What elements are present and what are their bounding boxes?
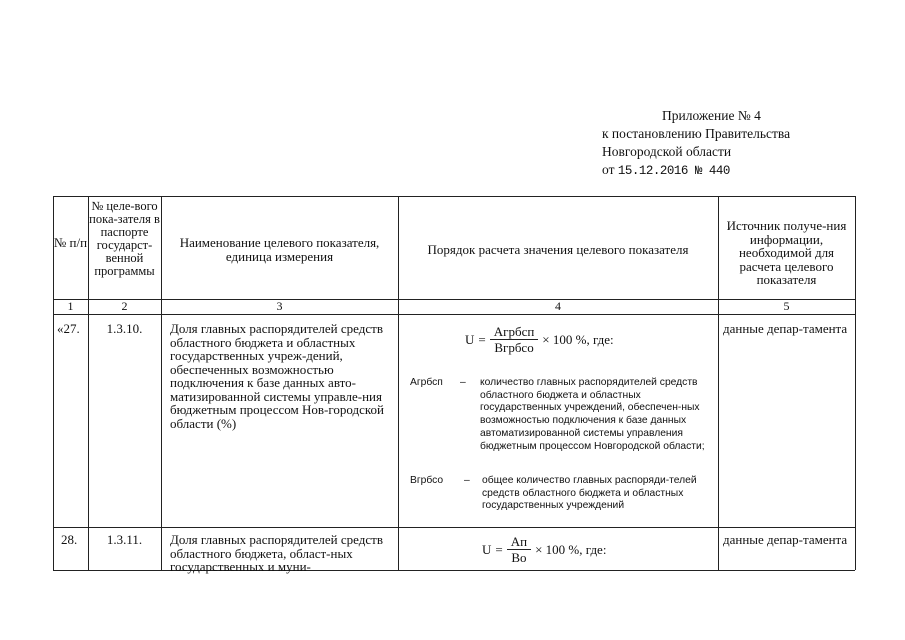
header-source: Источник получе-ния информации, необходимой для расчета целевого показателя xyxy=(726,218,847,287)
appendix-title: Приложение № 4 xyxy=(662,108,761,123)
formula-eq: = xyxy=(495,541,503,557)
row-code: 1.3.11. xyxy=(106,532,143,547)
formula xyxy=(482,534,606,565)
row-source: данные депар-тамента xyxy=(723,321,848,336)
appendix-region-line: Новгородской области xyxy=(602,144,732,159)
formula-denominator: Вгрбсо xyxy=(494,340,534,355)
definition-dash: – xyxy=(460,377,466,388)
column-number-row-border xyxy=(53,314,855,315)
definition-text: общее количество главных распоряди-телей средств областного бюджета и областных государственных учреждений xyxy=(482,475,697,512)
formula-numerator: Агрбсп xyxy=(490,324,539,340)
date-number: 15.12.2016 № 440 xyxy=(617,164,730,178)
row-name: Доля главных распорядителей средств областного бюджета и областных государственных учреж-дений, обеспеченных возможностью подключения к базе данных авто-матизированной системы управле-ния бюджетным процессом Нов-городской области (%) xyxy=(170,321,384,431)
formula-fraction xyxy=(490,324,539,355)
col-border-right xyxy=(855,196,856,570)
formula-lhs: U xyxy=(465,331,475,347)
header-calc: Порядок расчета значения целевого показателя xyxy=(427,242,689,257)
formula-lhs: U xyxy=(482,541,492,557)
definition-text: количество главных распорядителей средств областного бюджета и областных государственных учреждений, обеспечен-ных возможностью подключения к базе данных автоматизированной системы управления бюджетным процессом Новгородской области; xyxy=(480,377,705,452)
row-source: данные депар-тамента xyxy=(723,532,848,547)
table-top-border xyxy=(53,196,855,197)
date-prefix: от xyxy=(602,162,615,177)
col-number-2: 2 xyxy=(121,299,128,313)
col-number-1: 1 xyxy=(67,299,74,313)
col-number-4: 4 xyxy=(555,299,561,313)
formula-rest: × 100 %, где: xyxy=(542,331,614,347)
formula-rest: × 100 %, где: xyxy=(535,541,607,557)
formula-denominator: Во xyxy=(511,550,527,565)
row-divider xyxy=(53,527,855,528)
row-code: 1.3.10. xyxy=(106,321,143,336)
col-number-5: 5 xyxy=(783,299,790,313)
definition-term: Агрбсп xyxy=(410,377,443,388)
appendix-header xyxy=(602,107,790,180)
formula-eq: = xyxy=(478,331,486,347)
definition-item xyxy=(410,377,715,467)
row-num: 28. xyxy=(61,532,78,547)
appendix-date-line xyxy=(602,161,790,180)
definition-term: Вгрбсо xyxy=(410,475,444,486)
header-code: № целе-вого пока-зателя в паспорте государст-венной программы xyxy=(89,199,160,278)
definition-item xyxy=(410,475,715,527)
formula-numerator: Ап xyxy=(507,534,531,550)
row-num: «27. xyxy=(57,321,80,336)
col-number-3: 3 xyxy=(276,299,283,313)
col-border-left xyxy=(53,196,54,570)
definition-dash: – xyxy=(464,475,470,486)
formula xyxy=(465,324,614,355)
header-name: Наименование целевого показателя, единица измерения xyxy=(179,235,380,264)
row-name: Доля главных распорядителей средств областного бюджета, област-ных государственных и муни- xyxy=(170,532,383,574)
appendix-resolution-line: к постановлению Правительства xyxy=(602,126,791,141)
header-num: № п/п xyxy=(53,235,88,250)
formula-fraction xyxy=(507,534,531,565)
